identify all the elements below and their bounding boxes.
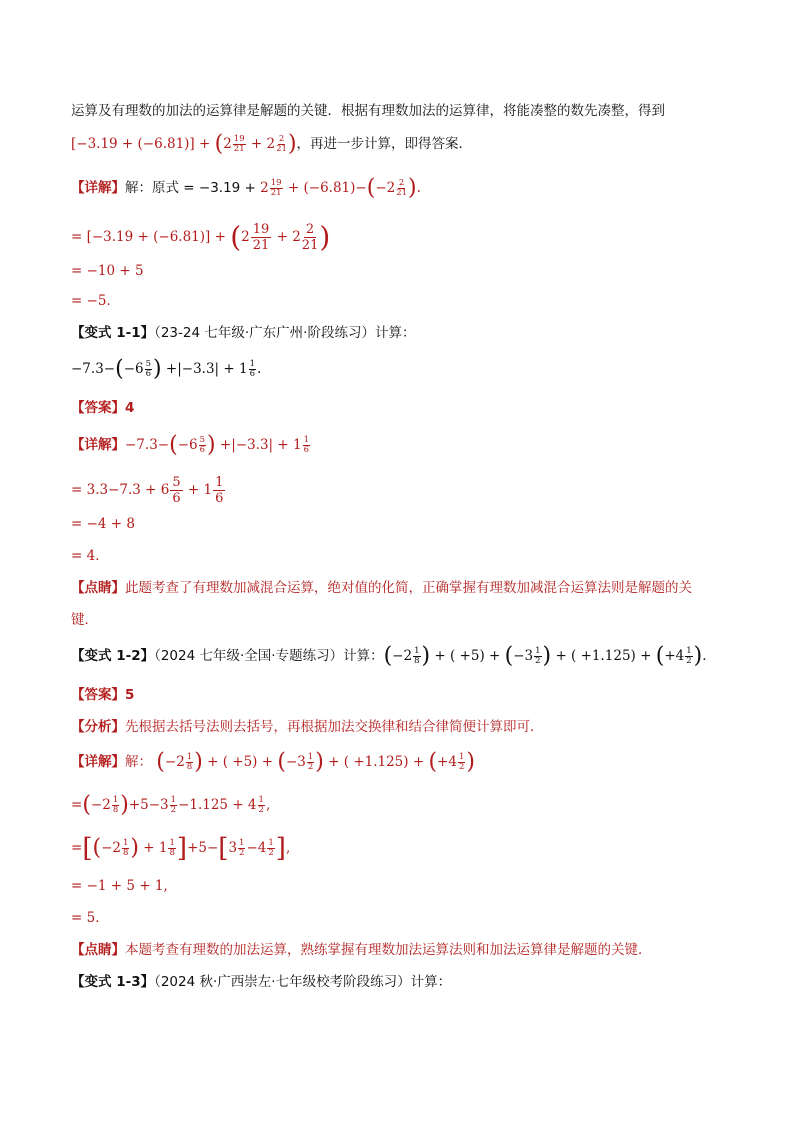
expression: [−3.19 + (−6.81)] + (71, 136, 211, 152)
math-line: =[(−2 $\frac{1}{8}$ ) + 1 $\frac{1}{8}$ ]+5−[3 $\frac{1}{2}$ −4 $\frac{1}{2}$ ], (71, 833, 291, 864)
fraction: $\frac{19}{21}$ (270, 178, 282, 198)
math-line: = 4． (71, 548, 109, 564)
math-line: = −4 + 8 (71, 516, 135, 532)
detail-line: 【详解】解： (−2 $\frac{1}{8}$ ) + ( +5) + (−3 $\frac{1}{2}$ ) + ( +1.125) + (+4 $\frac{1}{2}$ ) (71, 749, 475, 775)
variant-heading: 【变式 1-2】（2024 七年级·全国·专题练习）计算：(−2 $\frac{1}{8}$ ) + ( +5) + (−3 $\frac{1}{2}$ ) + ( +1.125) + (+4 $\frac{1}{2}$ ). (71, 643, 707, 669)
fraction: $\frac{2}{21}$ (276, 134, 287, 154)
math-line: = −1 + 5 + 1, (71, 878, 168, 894)
variant-heading: 【变式 1-1】（23-24 七年级·广东广州·阶段练习）计算： (71, 325, 416, 341)
text: ，再进一步计算，即得答案． (296, 136, 473, 152)
math-line: = 5． (71, 910, 109, 926)
analysis-line: 【分析】先根据去括号法则去括号，再根据加法交换律和结合律简便计算即可． (71, 719, 544, 735)
math-line: =(−2 $\frac{1}{8}$ )+5−3 $\frac{1}{2}$ −1.125 + 4 $\frac{1}{2}$ , (71, 792, 271, 818)
math-line: = [−3.19 + (−6.81)] + (2 $\frac{19}{21}$ + 2 $\frac{2}{21}$ ) (71, 220, 331, 254)
point-line: 【点睛】此题考查了有理数加减混合运算，绝对值的化简，正确掌握有理数加减混合运算法则是解题的关 (71, 580, 692, 596)
math-line: [−3.19 + (−6.81)] + (2 $\frac{19}{21}$ + 2 $\frac{2}{21}$ )，再进一步计算，即得答案． (71, 131, 473, 157)
text-line: 运算及有理数的加法的运算律是解题的关键．根据有理数加法的运算律，将能凑整的数先凑整，得到 (71, 103, 665, 119)
point-line-cont: 键． (71, 612, 98, 628)
question-line: −7.3−(−6 $\frac{5}{6}$ ) +|−3.3| + 1 $\frac{1}{6}$ . (71, 356, 262, 382)
math-line: = −5． (71, 293, 121, 309)
detail-label: 【详解】 (71, 180, 125, 196)
fraction: $\frac{2}{21}$ (301, 222, 319, 253)
answer-line: 【答案】5 (71, 687, 135, 703)
variant-heading: 【变式 1-3】（2024 秋·广西崇左·七年级校考阶段练习）计算： (71, 974, 452, 990)
point-line: 【点睛】本题考查有理数的加法运算，熟练掌握有理数加法运算法则和加法运算律是解题的关键． (71, 942, 652, 958)
detail-line: 【详解】解：原式 = −3.19 + 2 $\frac{19}{21}$ + (−6.81)−(−2 $\frac{2}{21}$ ). (71, 175, 421, 201)
fraction: $\frac{19}{21}$ (233, 134, 245, 154)
fraction: $\frac{19}{21}$ (252, 222, 270, 253)
fraction: $\frac{2}{21}$ (396, 178, 408, 198)
math-line: = −10 + 5 (71, 263, 144, 279)
answer-line: 【答案】4 (71, 400, 135, 416)
detail-line: 【详解】−7.3−(−6 $\frac{5}{6}$ ) +|−3.3| + 1 $\frac{1}{6}$ (71, 432, 310, 458)
math-line: = 3.3−7.3 + 6 $\frac{5}{6}$ + 1 $\frac{1}{6}$ (71, 475, 224, 506)
